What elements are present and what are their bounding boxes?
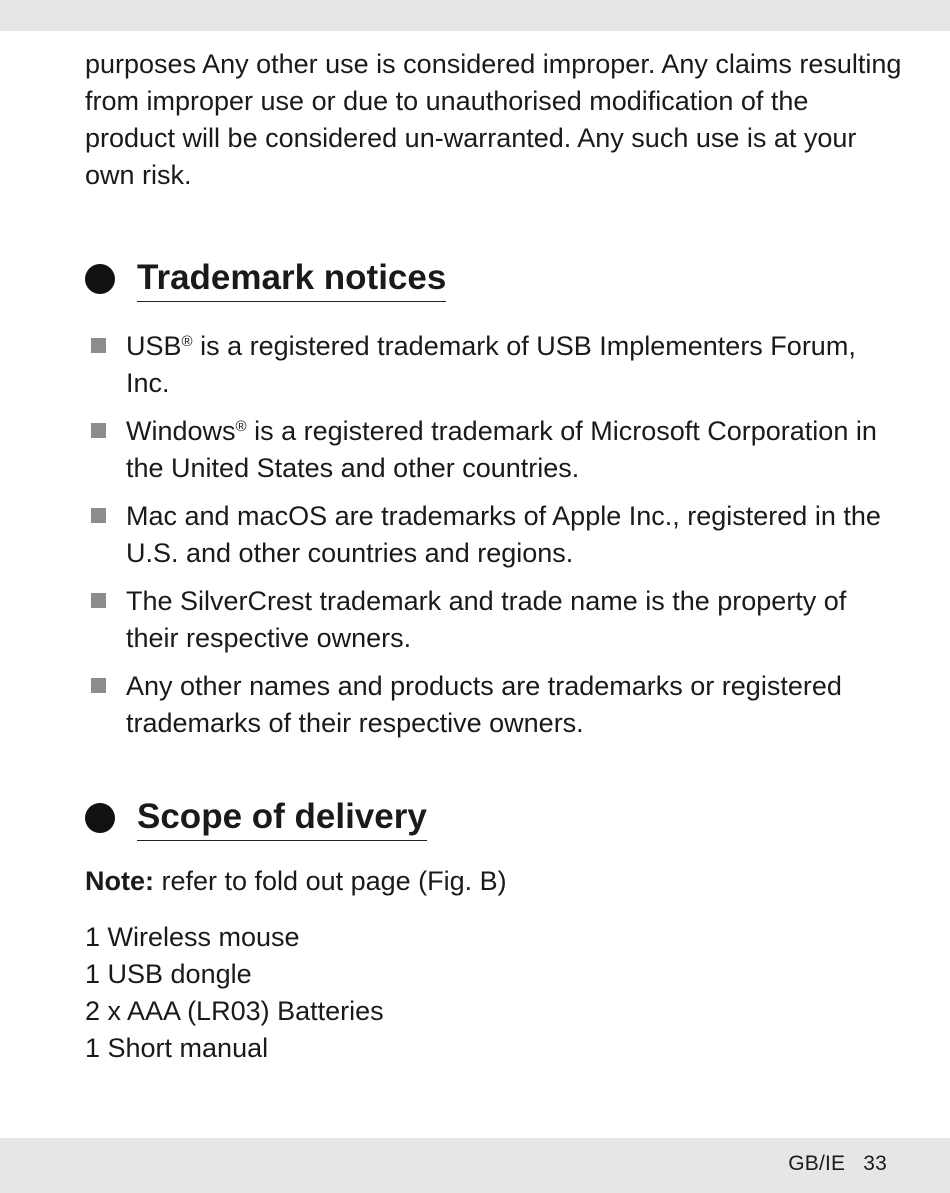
delivery-item: 1 USB dongle [85, 959, 252, 989]
delivery-item: 1 Wireless mouse [85, 922, 300, 952]
square-bullet-icon [91, 423, 106, 438]
trademark-heading [85, 256, 905, 302]
list-item: The SilverCrest trademark and trade name is the property of their respective owners. [85, 583, 905, 657]
scope-heading [85, 795, 905, 841]
bullet-dot-icon [85, 264, 115, 294]
note-label: Note: [85, 866, 154, 896]
intro-paragraph: purposes Any other use is considered improper. Any claims resulting from improper use or due to unauthorised modification of the product will be considered un-warranted. Any such use is at your own risk. [85, 49, 902, 190]
list-item: USB® is a registered trademark of USB Implementers Forum, Inc. [85, 328, 905, 402]
square-bullet-icon [91, 508, 106, 523]
note-text: refer to fold out page (Fig. B) [154, 866, 507, 896]
page-content [85, 46, 905, 1067]
list-item: Mac and macOS are trademarks of Apple Inc., registered in the U.S. and other countries and regions. [85, 498, 905, 572]
top-band [0, 0, 950, 31]
page-footer [788, 1152, 887, 1176]
list-item: Windows® is a registered trademark of Microsoft Corporation in the United States and other countries. [85, 413, 905, 487]
page-number: 33 [863, 1152, 887, 1175]
note-line [85, 863, 905, 900]
delivery-list [85, 919, 905, 1067]
scope-title: Scope of delivery [137, 795, 427, 841]
bullet-dot-icon [85, 803, 115, 833]
delivery-item: 1 Short manual [85, 1033, 269, 1063]
square-bullet-icon [91, 678, 106, 693]
square-bullet-icon [91, 593, 106, 608]
trademark-title: Trademark notices [137, 256, 446, 302]
square-bullet-icon [91, 338, 106, 353]
list-item: Any other names and products are trademarks or registered trademarks of their respective owners. [85, 668, 905, 742]
delivery-item: 2 x AAA (LR03) Batteries [85, 996, 384, 1026]
footer-region: GB/IE [788, 1152, 846, 1175]
trademark-list [85, 328, 905, 742]
